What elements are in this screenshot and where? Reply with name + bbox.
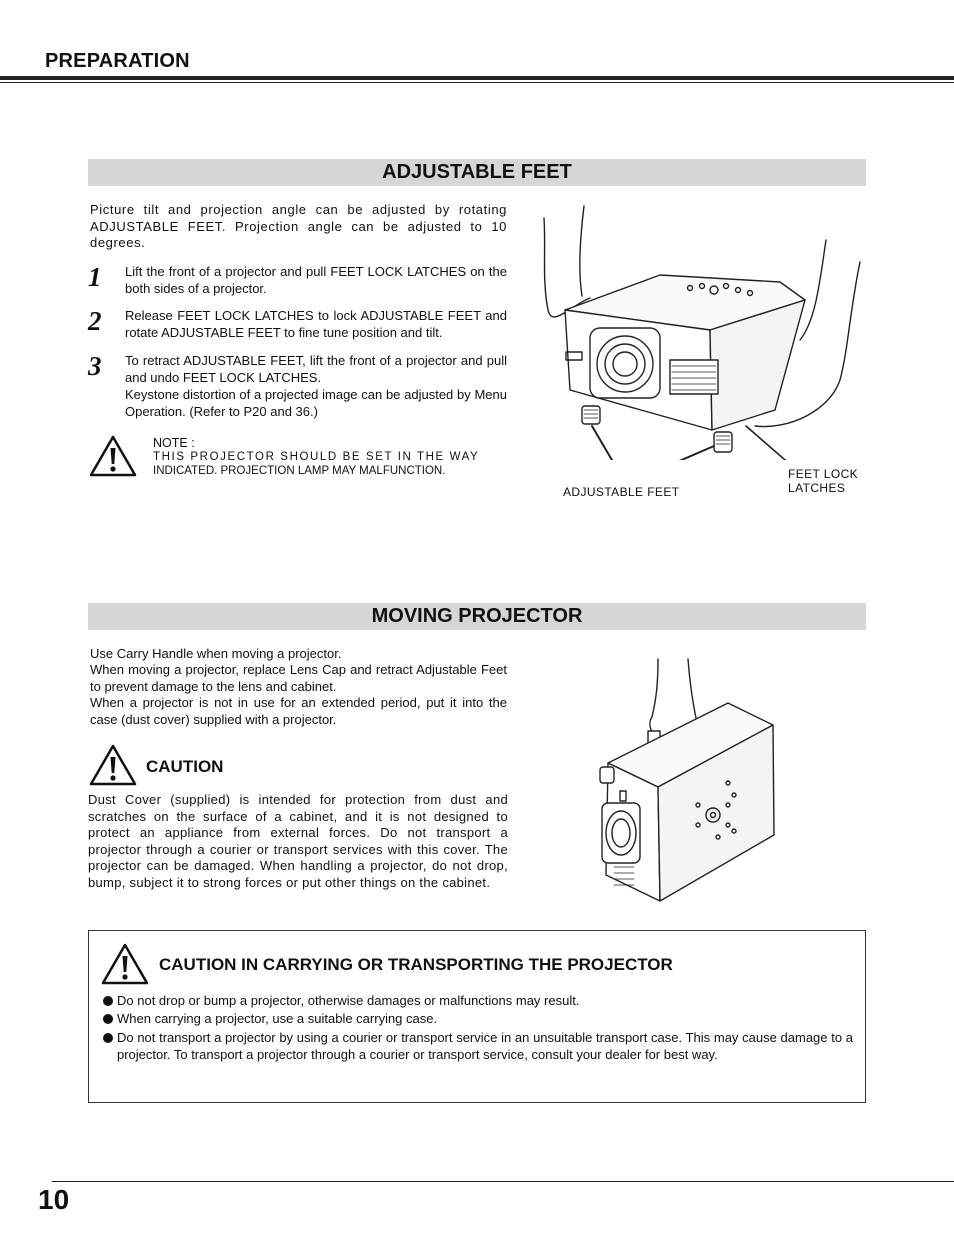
caution-text: Dust Cover (supplied) is intended for protection from dust and scratches on the surface of a cabinet, and it is not designed to protect an appliance from external forces. Do not transport a projector through a courier or transport services with this cover. The projector can be damaged. When handling a projector, do not drop, bump, subject it to strong forces or put other things on the cabinet. — [88, 792, 508, 890]
transport-bullet-2 — [103, 1011, 853, 1028]
step-3-text-keystone: Keystone distortion of a projected image can be adjusted by Menu Operation. (Refer to P20 and 36.) — [125, 387, 507, 419]
bullet-dot — [103, 996, 113, 1006]
bullet-dot — [103, 1014, 113, 1024]
transport-warning-icon — [100, 942, 150, 986]
callout-feet-lock: FEET LOCK — [788, 467, 859, 481]
leader-foot-right — [626, 446, 714, 460]
step-3-number: 3 — [88, 351, 102, 381]
transport-bullet-1 — [103, 993, 853, 1010]
moving-line-1: Use Carry Handle when moving a projector. — [90, 646, 342, 661]
lens-housing-front — [602, 803, 640, 863]
transport-bullet-2-text: When carrying a projector, use a suitable carrying case. — [117, 1011, 438, 1026]
vent-grille — [670, 360, 718, 394]
adjustable-foot-left — [582, 406, 600, 424]
moving-line-2: When moving a projector, replace Lens Cap and retract Adjustable Feet to prevent damage to the lens and cabinet. — [90, 662, 507, 694]
callout-latches: LATCHES — [788, 481, 846, 495]
leader-latch — [746, 426, 792, 460]
adjustable-feet-intro: Picture tilt and projection angle can be adjusted by rotating ADJUSTABLE FEET. Projection angle can be adjusted to 10 degrees. — [90, 202, 507, 250]
left-arm-line-2 — [580, 206, 584, 296]
right-arm-line-2 — [800, 240, 826, 340]
carrying-projector-illustration — [588, 655, 788, 905]
section-header: PREPARATION — [45, 50, 190, 72]
projector-foot — [600, 767, 614, 783]
footer-rule — [52, 1181, 954, 1182]
page-number: 10 — [38, 1184, 70, 1215]
caution-triangle-icon — [88, 743, 138, 787]
step-3-text: To retract ADJUSTABLE FEET, lift the front of a projector and pull and undo FEET LOCK LATCHES. — [125, 353, 507, 385]
lens-housing — [590, 328, 660, 398]
caution-title: CAUTION — [146, 757, 224, 776]
adjustable-feet-heading: ADJUSTABLE FEET — [88, 159, 866, 186]
note-title: NOTE : — [153, 436, 195, 450]
step-1-text: Lift the front of a projector and pull FEET LOCK LATCHES on the both sides of a projector. — [125, 264, 507, 296]
adjustable-foot-right — [714, 432, 732, 452]
note-line-2: INDICATED. PROJECTION LAMP MAY MALFUNCTION. — [153, 465, 446, 477]
leader-foot-left — [592, 426, 626, 460]
note-line-1: THIS PROJECTOR SHOULD BE SET IN THE WAY — [153, 451, 480, 463]
bullet-dot — [103, 1033, 113, 1043]
transport-bullet-3 — [103, 1030, 853, 1063]
moving-line-3: When a projector is not in use for an extended period, put it into the case (dust cover) supplied with a projector. — [90, 695, 507, 727]
moving-projector-heading: MOVING PROJECTOR — [88, 603, 866, 630]
header-rule-thin — [0, 82, 954, 83]
header-rule — [0, 76, 954, 80]
step-1-number: 1 — [88, 262, 102, 292]
arm-line-right — [688, 659, 698, 727]
step-2-number: 2 — [88, 306, 102, 336]
transport-caution-title: CAUTION IN CARRYING OR TRANSPORTING THE PROJECTOR — [159, 955, 673, 974]
transport-bullet-3-text: Do not transport a projector by using a courier or transport service in an unsuitable transport case. This may cause damage to a projector. To transport a projector through a courier or transport service, consult your dealer for best way. — [117, 1030, 853, 1062]
transport-bullet-1-text: Do not drop or bump a projector, otherwise damages or malfunctions may result. — [117, 993, 580, 1008]
left-arm-line — [544, 218, 590, 317]
step-2-text: Release FEET LOCK LATCHES to lock ADJUSTABLE FEET and rotate ADJUSTABLE FEET to fine tune position and tilt. — [125, 308, 507, 340]
projector-feet-illustration — [530, 200, 875, 460]
arm-line-left — [652, 659, 658, 717]
callout-adjustable-feet: ADJUSTABLE FEET — [563, 485, 680, 499]
warning-triangle-icon — [88, 434, 138, 478]
